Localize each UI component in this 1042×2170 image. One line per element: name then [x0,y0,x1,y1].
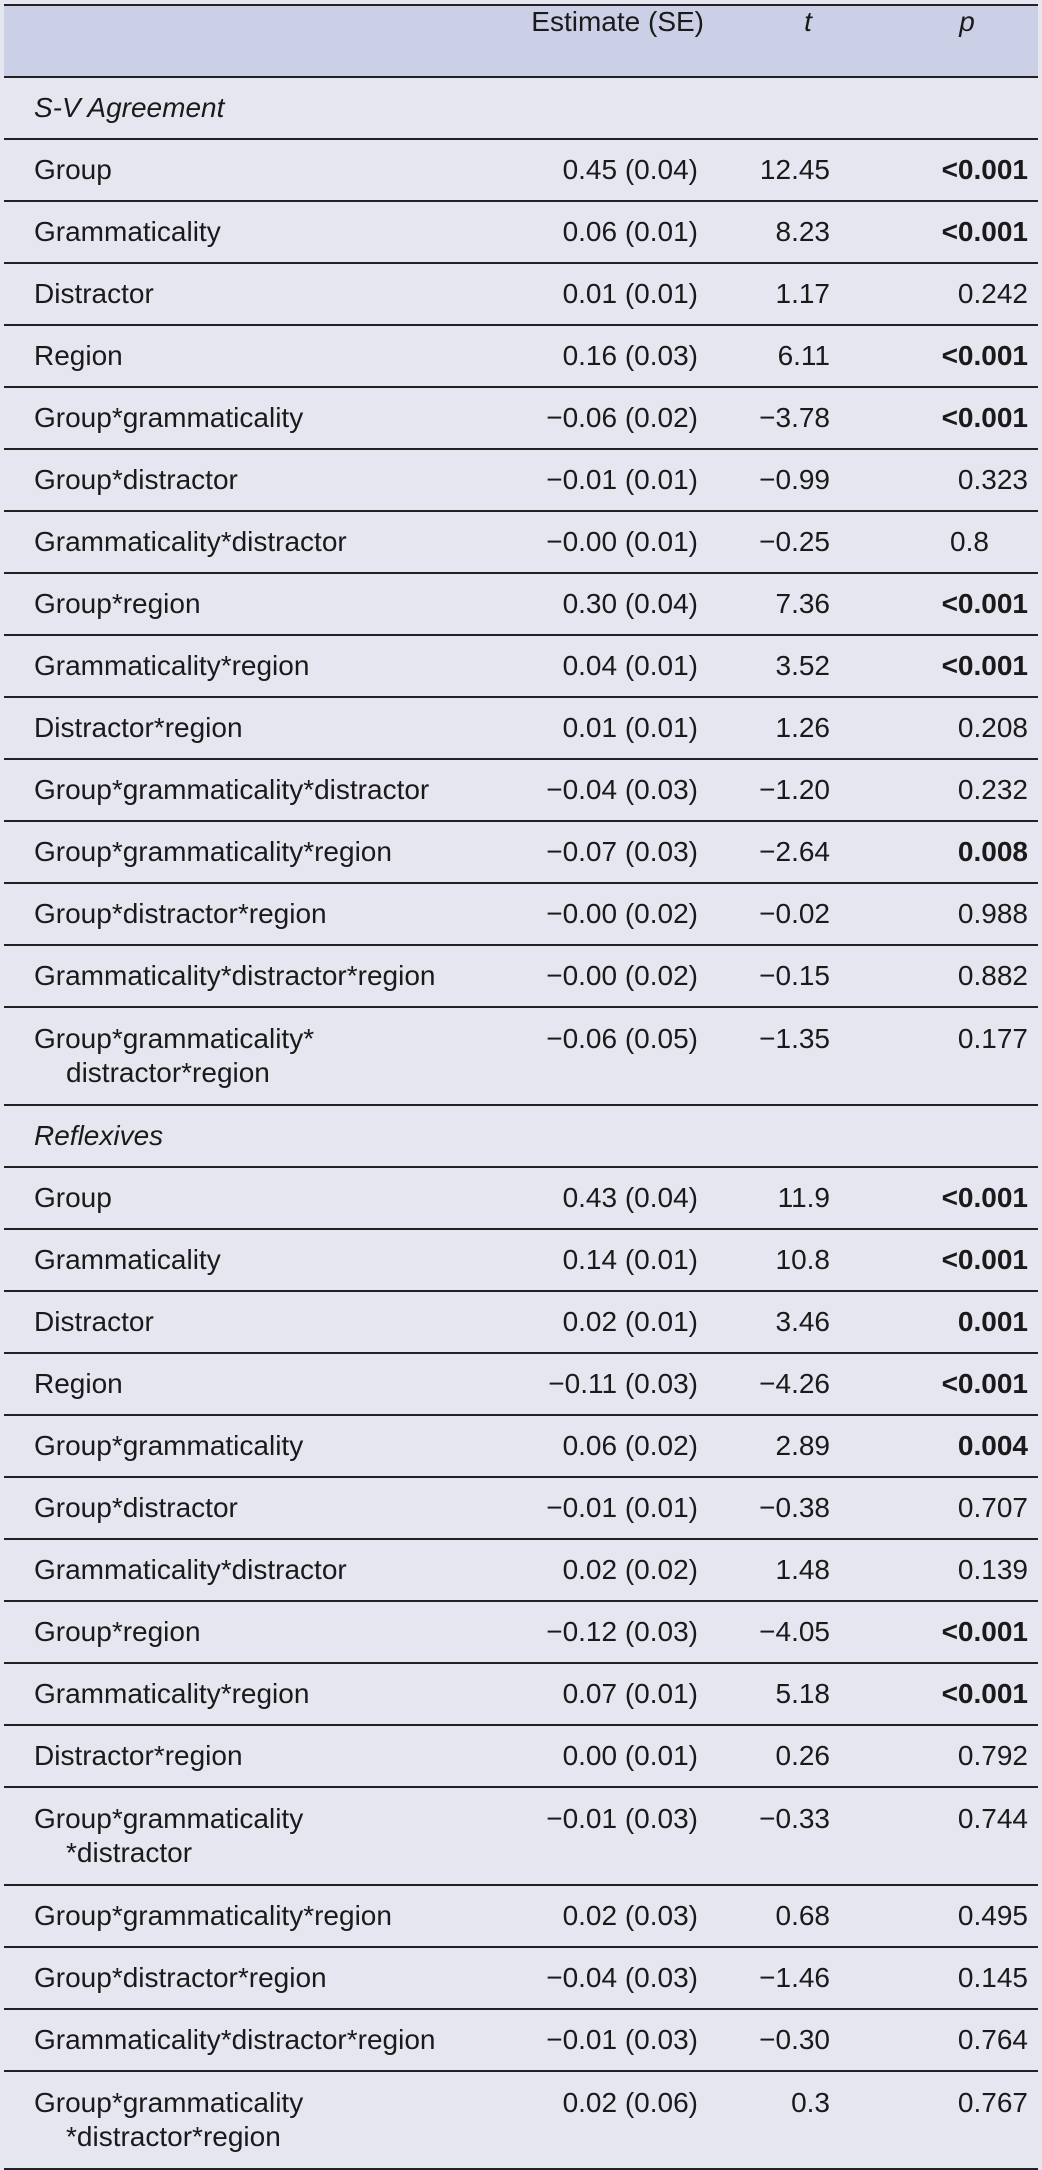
term-cell [4,1291,504,1353]
estimate-cell: −0.07 (0.03) [546,836,698,867]
estimate-cell: 0.06 (0.02) [562,1430,698,1461]
p-cell: 0.001 [957,1306,1028,1337]
term-text: Group [34,154,112,185]
term-text: Grammaticality [34,1244,221,1275]
p-cell: <0.001 [941,588,1028,619]
term-cell [4,883,504,945]
header-estimate: Estimate (SE) [531,6,704,37]
t-cell: 0.26 [775,1740,830,1771]
estimate-cell: −0.00 (0.02) [546,898,698,929]
table-row [4,1229,1038,1291]
term-text: Grammaticality*distractor [34,1554,347,1585]
p-cell: <0.001 [941,1616,1028,1647]
t-cell: 2.89 [775,1430,830,1461]
p-cell: 0.208 [957,712,1028,743]
table-row [4,1601,1038,1663]
table-row [4,883,1038,945]
t-cell: −3.78 [759,402,830,433]
term-text: Group*distractor [34,1492,238,1523]
section-title: S-V Agreement [34,92,225,123]
estimate-cell: 0.01 (0.01) [562,278,698,309]
table-row [4,1787,1038,1885]
t-cell: −0.02 [759,898,830,929]
estimate-cell: 0.16 (0.03) [562,340,698,371]
section-title: Reflexives [34,1120,164,1151]
estimate-cell: 0.07 (0.01) [562,1678,698,1709]
t-cell: −2.64 [759,836,830,867]
term-text: Group*grammaticality [34,2087,304,2118]
p-cell: 0.744 [957,1803,1028,1834]
table-row [4,449,1038,511]
p-cell: 0.764 [957,2024,1028,2055]
term-cell [4,325,504,387]
estimate-cell: 0.45 (0.04) [562,154,698,185]
p-cell: 0.242 [957,278,1028,309]
p-cell: <0.001 [941,650,1028,681]
term-text: Distractor [34,278,154,309]
term-cell [4,263,504,325]
estimate-cell: −0.04 (0.03) [546,774,698,805]
term-text: Group*region [34,1616,201,1647]
estimate-cell: −0.01 (0.01) [546,1492,698,1523]
estimate-cell: 0.06 (0.01) [562,216,698,247]
table-row [4,1415,1038,1477]
table-row [4,1725,1038,1787]
table-row [4,1663,1038,1725]
term-cell [4,759,504,821]
estimate-cell: 0.02 (0.02) [562,1554,698,1585]
term-text: Grammaticality*region [34,650,310,681]
table-row [4,139,1038,201]
term-cell [4,387,504,449]
p-cell: 0.792 [957,1740,1028,1771]
table-row [4,1947,1038,2009]
term-text: Distractor*region [34,712,243,743]
term-cell [4,511,504,573]
p-cell: <0.001 [941,216,1028,247]
estimate-cell: 0.01 (0.01) [562,712,698,743]
t-cell: −0.38 [759,1492,830,1523]
term-text: Group*grammaticality*region [34,1900,392,1931]
estimate-cell: −0.11 (0.03) [548,1368,698,1399]
estimate-cell: 0.02 (0.01) [562,1306,698,1337]
t-cell: 5.18 [775,1678,830,1709]
term-cell [4,2071,504,2169]
term-cell [4,1415,504,1477]
estimate-cell: −0.04 (0.03) [546,1962,698,1993]
t-cell: 12.45 [759,154,830,185]
table-row [4,759,1038,821]
term-text: Group*grammaticality [34,402,304,433]
estimate-cell: 0.02 (0.06) [562,2087,698,2118]
estimate-cell: −0.00 (0.01) [546,526,698,557]
p-cell: 0.707 [957,1492,1028,1523]
term-cell [4,1353,504,1415]
table-row [4,635,1038,697]
table-row [4,573,1038,635]
p-cell: 0.323 [957,464,1028,495]
p-cell: 0.232 [957,774,1028,805]
term-text: Distractor [34,1306,154,1337]
term-cell [4,573,504,635]
term-text: Group*grammaticality*distractor [34,774,430,805]
table-row [4,1353,1038,1415]
estimate-cell: −0.01 (0.01) [546,464,698,495]
table-row [4,511,1038,573]
table-row [4,1477,1038,1539]
t-cell: −0.33 [759,1803,830,1834]
t-cell: −0.25 [759,526,830,557]
table-row [4,1885,1038,1947]
term-cell [4,1539,504,1601]
term-cell [4,1477,504,1539]
p-cell: <0.001 [941,1244,1028,1275]
term-cell [4,449,504,511]
term-cell [4,201,504,263]
estimate-cell: −0.12 (0.03) [546,1616,698,1647]
t-cell: −0.30 [759,2024,830,2055]
t-cell: 1.26 [775,712,830,743]
header-p: p [959,6,975,37]
p-cell: 0.988 [957,898,1028,929]
p-cell: 0.767 [957,2087,1028,2118]
term-text: Grammaticality*distractor*region [34,960,436,991]
term-text-continued: *distractor*region [66,2121,281,2152]
p-cell: <0.001 [941,402,1028,433]
t-cell: 11.9 [777,1182,830,1213]
table-row [4,1167,1038,1229]
term-cell [4,139,504,201]
term-cell [4,1229,504,1291]
p-cell: 0.495 [957,1900,1028,1931]
t-cell: 3.46 [775,1306,830,1337]
table-row [4,2071,1038,2169]
p-cell: 0.004 [957,1430,1028,1461]
term-text: Group*grammaticality*region [34,836,392,867]
term-cell [4,697,504,759]
term-text: Group [34,1182,112,1213]
term-cell [4,1601,504,1663]
term-text: Grammaticality*region [34,1678,310,1709]
term-text: Group*grammaticality [34,1430,304,1461]
header-term [4,5,504,77]
table-row [4,2009,1038,2071]
term-text: Group*grammaticality* [34,1023,315,1054]
p-cell: 0.882 [957,960,1028,991]
p-cell: <0.001 [941,1678,1028,1709]
term-text: Group*grammaticality [34,1803,304,1834]
term-text: Group*distractor*region [34,898,327,929]
t-cell: 0.3 [791,2087,830,2118]
table-row [4,325,1038,387]
term-cell [4,2009,504,2071]
t-cell: 0.68 [775,1900,830,1931]
term-cell [4,1007,504,1105]
estimate-cell: 0.14 (0.01) [562,1244,698,1275]
p-cell: 0.008 [957,836,1028,867]
t-cell: −1.20 [759,774,830,805]
t-cell: −1.46 [759,1962,830,1993]
term-text: Region [34,1368,123,1399]
section-heading-row [4,1105,1038,1167]
table-row [4,1539,1038,1601]
t-cell: 10.8 [775,1244,830,1275]
term-text-continued: distractor*region [66,1057,270,1088]
term-cell [4,1885,504,1947]
p-cell: 0.145 [957,1962,1028,1993]
estimate-cell: −0.06 (0.05) [546,1023,698,1054]
term-cell [4,945,504,1007]
term-text: Grammaticality [34,216,221,247]
term-cell [4,1947,504,2009]
estimate-cell: −0.06 (0.02) [546,402,698,433]
t-cell: 7.36 [775,588,830,619]
table-body [4,77,1038,2169]
results-table [4,4,1038,2170]
t-cell: 1.48 [775,1554,830,1585]
term-text: Group*distractor [34,464,238,495]
term-cell [4,1167,504,1229]
t-cell: −4.26 [759,1368,830,1399]
section-heading-row [4,77,1038,139]
term-text-continued: *distractor [66,1837,193,1868]
table-row [4,201,1038,263]
t-cell: 8.23 [775,216,830,247]
t-cell: −0.15 [759,960,830,991]
table-row [4,697,1038,759]
table-row [4,1291,1038,1353]
term-cell [4,635,504,697]
estimate-cell: −0.00 (0.02) [546,960,698,991]
estimate-cell: 0.02 (0.03) [562,1900,698,1931]
t-cell: 6.11 [777,340,830,371]
p-cell: 0.8 [950,526,989,557]
header-t: t [804,6,812,37]
t-cell: −4.05 [759,1616,830,1647]
estimate-cell: 0.00 (0.01) [562,1740,698,1771]
term-cell [4,821,504,883]
term-text: Grammaticality*distractor [34,526,347,557]
table-row [4,821,1038,883]
p-cell: 0.177 [957,1023,1028,1054]
term-text: Region [34,340,123,371]
term-text: Grammaticality*distractor*region [34,2024,436,2055]
t-cell: −0.99 [759,464,830,495]
t-cell: 3.52 [775,650,830,681]
table-row [4,945,1038,1007]
p-cell: <0.001 [941,154,1028,185]
estimate-cell: −0.01 (0.03) [546,1803,698,1834]
term-text: Group*distractor*region [34,1962,327,1993]
table-header [4,5,1038,77]
estimate-cell: −0.01 (0.03) [546,2024,698,2055]
p-cell: <0.001 [941,1368,1028,1399]
p-cell: <0.001 [941,1182,1028,1213]
t-cell: 1.17 [775,278,830,309]
estimate-cell: 0.30 (0.04) [562,588,698,619]
term-text: Distractor*region [34,1740,243,1771]
estimate-cell: 0.43 (0.04) [562,1182,698,1213]
t-cell: −1.35 [759,1023,830,1054]
p-cell: <0.001 [941,340,1028,371]
term-text: Group*region [34,588,201,619]
table-row [4,1007,1038,1105]
p-cell: 0.139 [957,1554,1028,1585]
estimate-cell: 0.04 (0.01) [562,650,698,681]
term-cell [4,1787,504,1885]
table-row [4,387,1038,449]
term-cell [4,1663,504,1725]
term-cell [4,1725,504,1787]
table-row [4,263,1038,325]
